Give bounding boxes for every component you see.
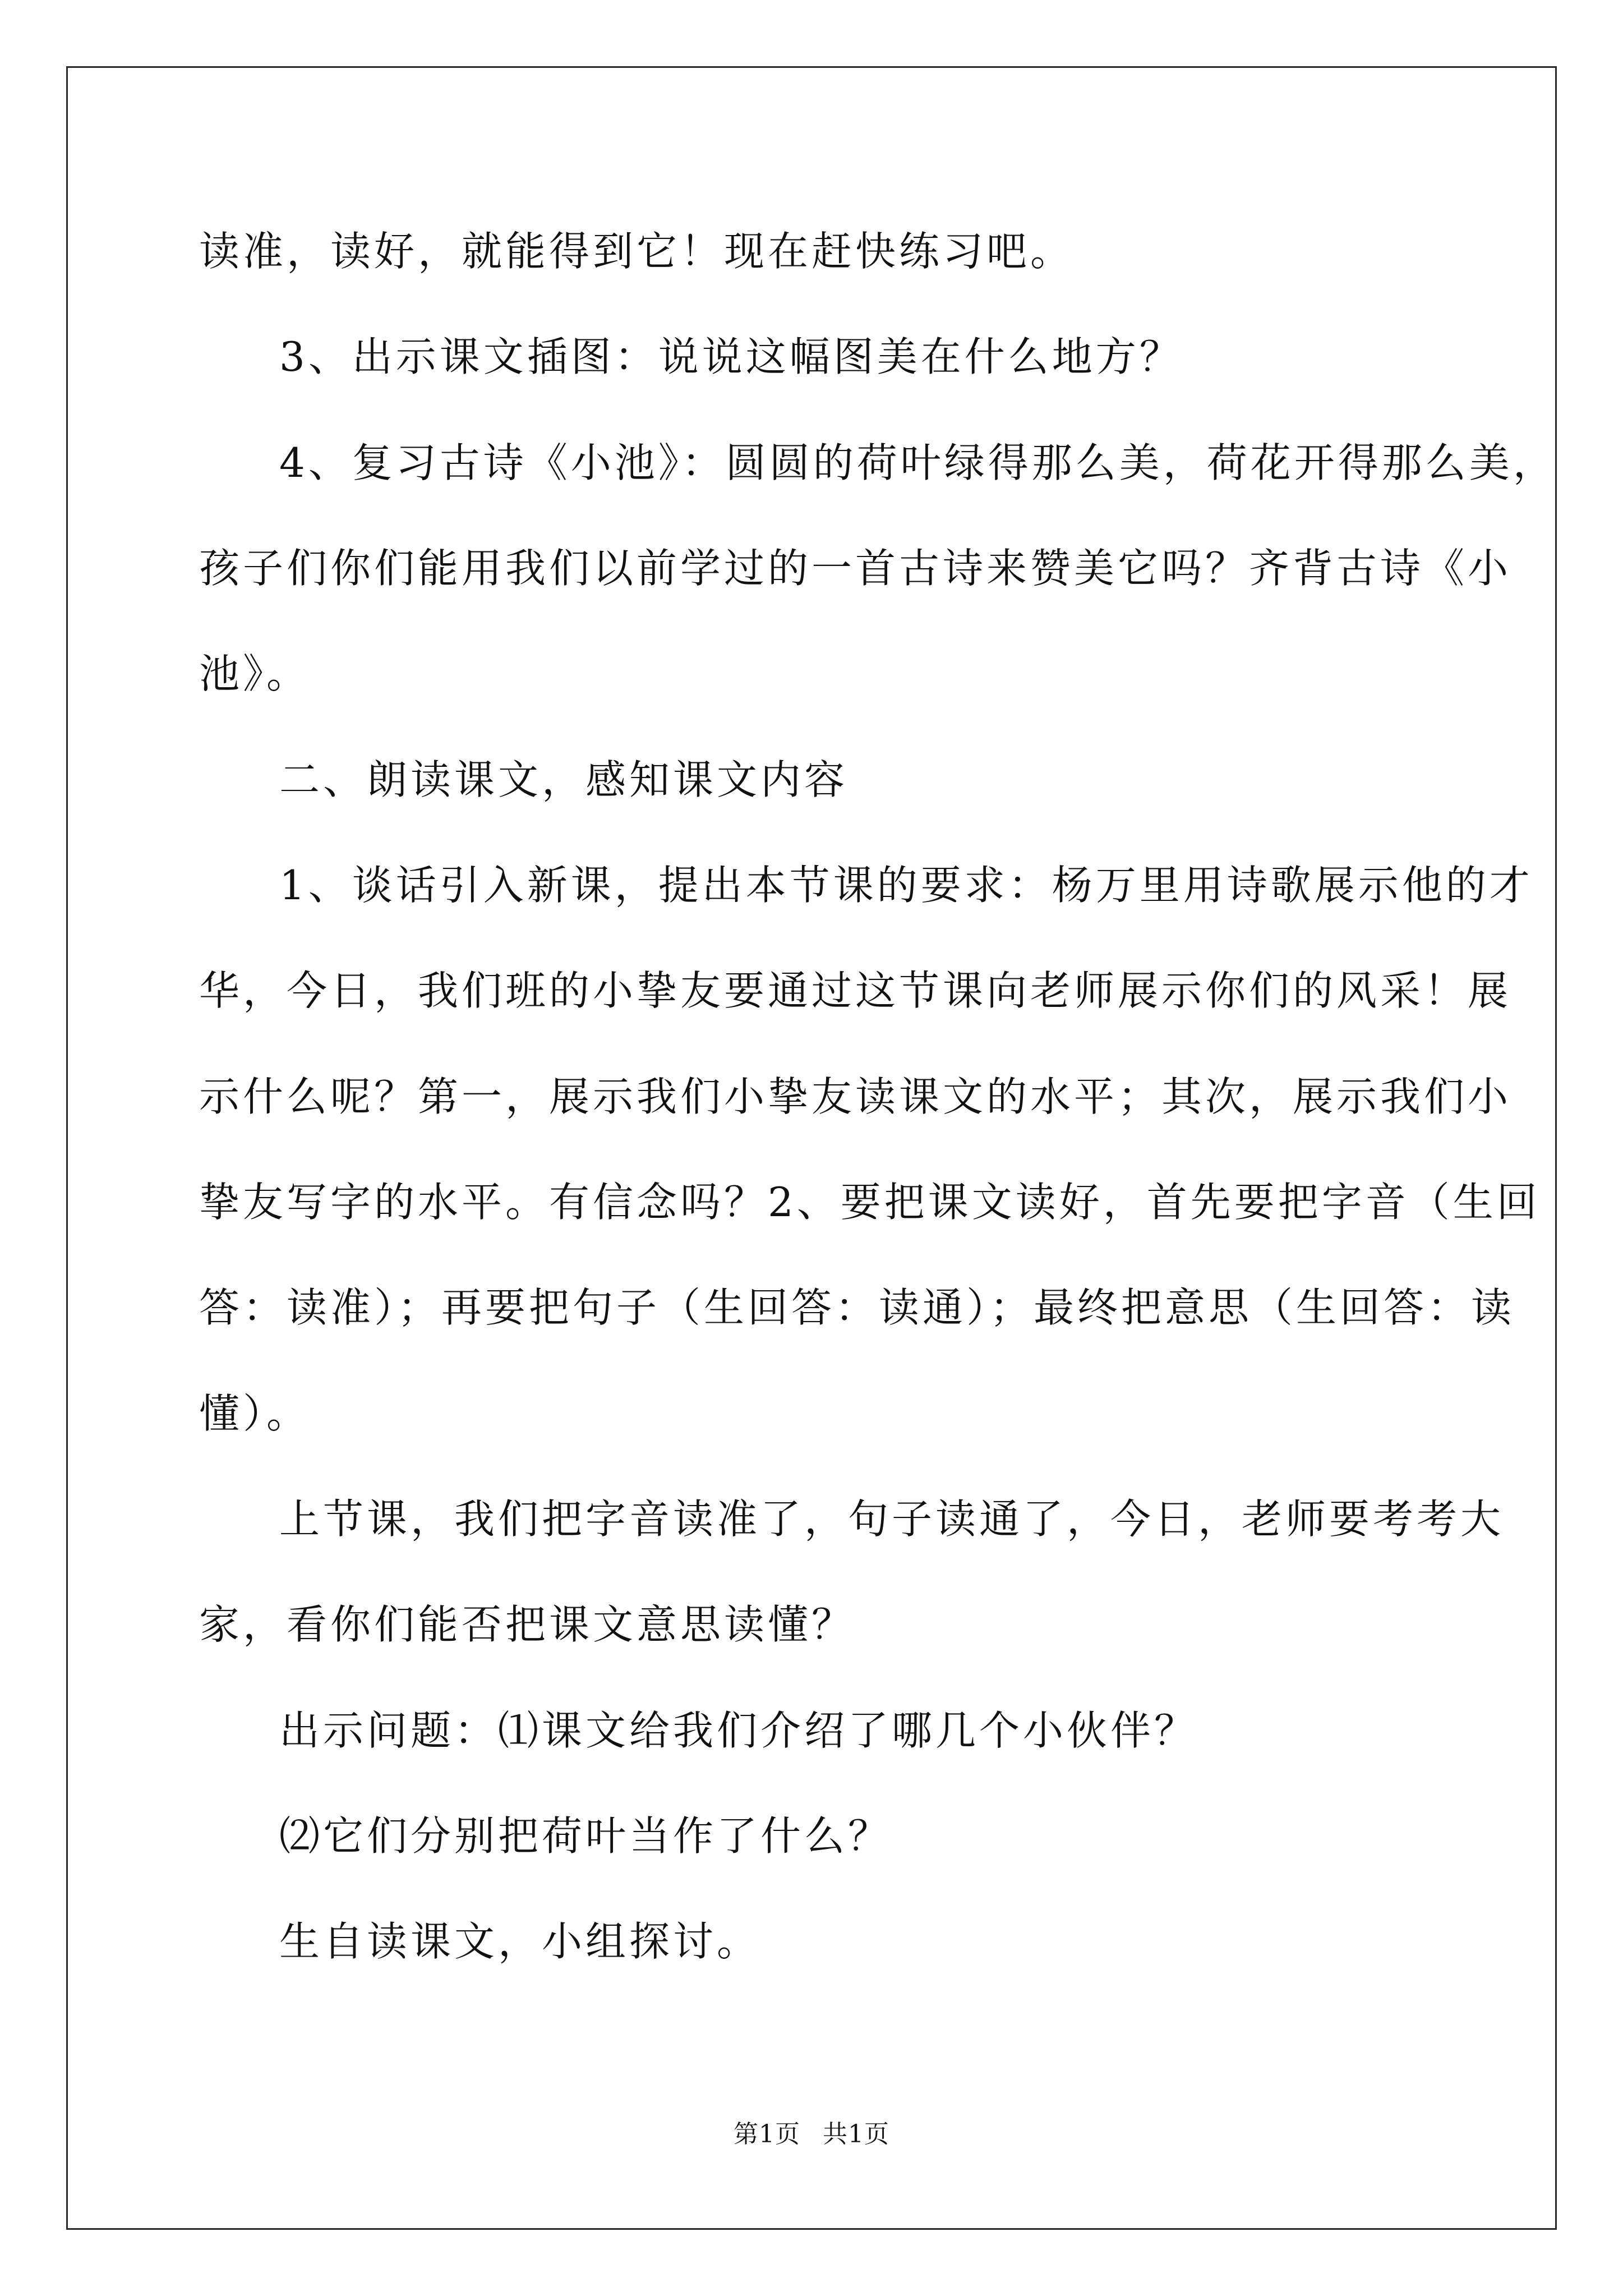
body-line: 挚友写字的水平。有信念吗？2、要把课文读好，首先要把字音（生回 [199, 1179, 1541, 1226]
body-line: 读准，读好，就能得到它！现在赶快练习吧。 [199, 228, 1075, 275]
body-line: 3、出示课文插图：说说这幅图美在什么地方？ [279, 333, 1183, 380]
total-pages: 共1页 [823, 2120, 889, 2148]
body-line: 4、复习古诗《小池》：圆圆的荷叶绿得那么美，荷花开得那么美， [279, 439, 1557, 486]
page-number: 第1页 [734, 2120, 800, 2148]
page-footer [0, 2118, 1623, 2151]
body-line: 生自读课文，小组探讨。 [279, 1918, 761, 1965]
body-line: 孩子们你们能用我们以前学过的一首古诗来赞美它吗？齐背古诗《小 [199, 545, 1512, 592]
page-border [66, 66, 1557, 2230]
body-line: 示什么呢？第一，展示我们小挚友读课文的水平；其次，展示我们小 [199, 1073, 1512, 1120]
body-line: 家，看你们能否把课文意思读懂？ [199, 1601, 856, 1648]
body-line: 上节课，我们把字音读准了，句子读通了，今日，老师要考考大 [279, 1496, 1505, 1543]
question-line: ⑵它们分别把荷叶当作了什么？ [279, 1812, 892, 1860]
question-line: 出示问题：⑴课文给我们介绍了哪几个小伙伴？ [279, 1707, 1198, 1754]
body-line: 答：读准）；再要把句子（生回答：读通）；最终把意思（生回答：读 [199, 1284, 1515, 1331]
body-line: 懂）。 [199, 1390, 311, 1437]
body-line: 池》。 [199, 650, 311, 697]
body-line: 华，今日，我们班的小挚友要通过这节课向老师展示你们的风采！展 [199, 967, 1512, 1014]
body-line: 1、谈话引入新课，提出本节课的要求：杨万里用诗歌展示他的才 [279, 862, 1533, 909]
section-heading: 二、朗读课文，感知课文内容 [279, 756, 849, 803]
